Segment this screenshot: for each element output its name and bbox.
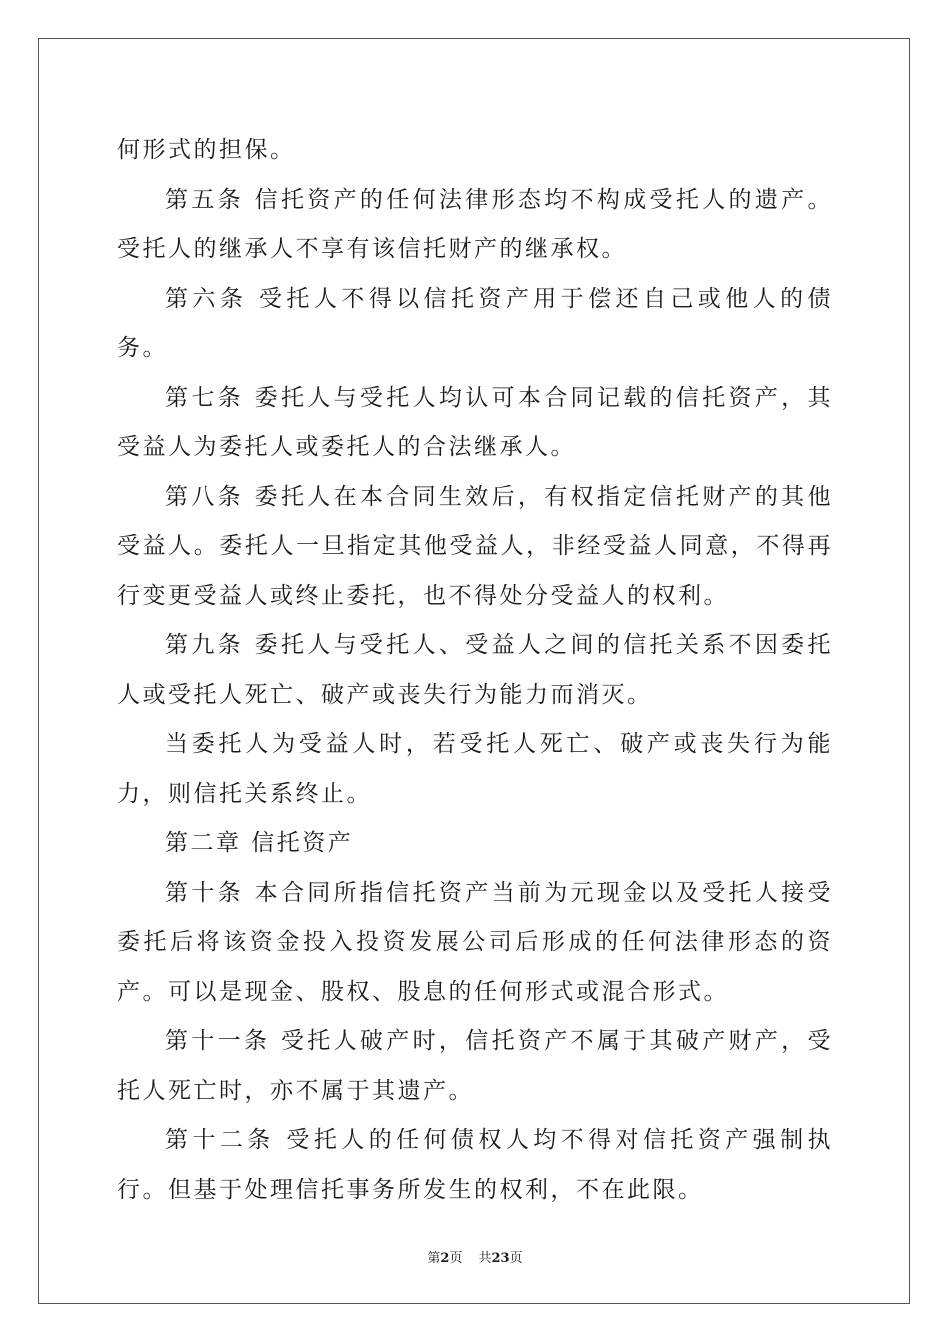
total-prefix: 共	[478, 1251, 492, 1266]
page-suffix: 页	[449, 1251, 463, 1266]
paragraph: 第十一条 受托人破产时，信托资产不属于其破产财产，受托人死亡时，亦不属于其遗产。	[117, 1028, 833, 1104]
paragraph: 当委托人为受益人时，若受托人死亡、破产或丧失行为能力，则信托关系终止。	[117, 731, 833, 807]
page-number: 2	[440, 1251, 450, 1266]
chapter-heading: 第二章 信托资产	[165, 830, 354, 856]
paragraph: 第八条 委托人在本合同生效后，有权指定信托财产的其他受益人。委托人一旦指定其他受益人，非经受益人同意，不得再行变更受益人或终止委托，也不得处分受益人的权利。	[117, 483, 833, 609]
page-footer	[0, 1247, 950, 1266]
paragraph: 第十条 本合同所指信托资产当前为元现金以及受托人接受委托后将该资金投入投资发展公司后形成的任何法律形态的资产。可以是现金、股权、股息的任何形式或混合形式。	[117, 879, 833, 1005]
paragraph: 第九条 委托人与受托人、受益人之间的信托关系不因委托人或受托人死亡、破产或丧失行为能力而消灭。	[117, 632, 833, 708]
paragraph: 第六条 受托人不得以信托资产用于偿还自己或他人的债务。	[117, 285, 833, 361]
total-pages: 23	[491, 1251, 510, 1266]
page-prefix: 第	[427, 1251, 441, 1266]
paragraph: 第十二条 受托人的任何债权人均不得对信托资产强制执行。但基于处理信托事务所发生的权利，不在此限。	[117, 1127, 833, 1203]
total-suffix: 页	[509, 1251, 523, 1266]
paragraph: 何形式的担保。	[117, 137, 296, 163]
paragraph: 第五条 信托资产的任何法律形态均不构成受托人的遗产。受托人的继承人不享有该信托财产的继承权。	[117, 186, 833, 262]
document-body	[117, 126, 833, 1215]
paragraph: 第七条 委托人与受托人均认可本合同记载的信托资产，其受益人为委托人或委托人的合法继承人。	[117, 384, 833, 460]
